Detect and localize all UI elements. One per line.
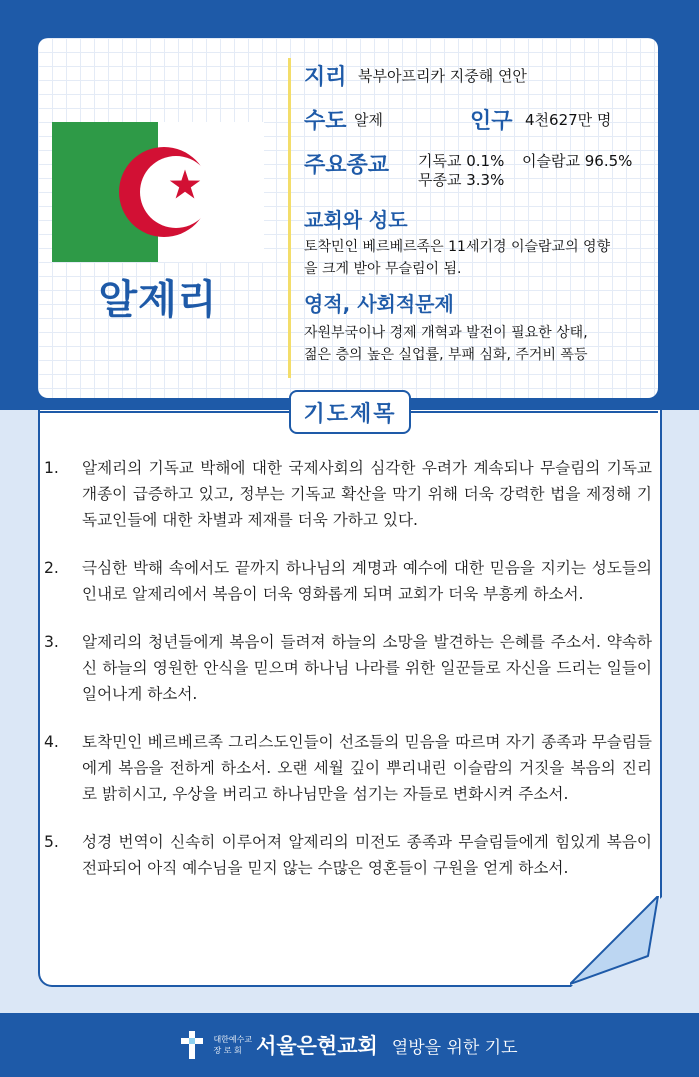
flag-crescent-mask — [140, 156, 212, 228]
yellow-divider — [288, 58, 291, 378]
prayer-title: 기도제목 — [289, 390, 411, 434]
religion-none: 무종교 3.3% — [418, 171, 505, 189]
page-fold-corner — [570, 896, 660, 986]
algeria-flag — [52, 122, 264, 262]
prayer-number: 3. — [44, 633, 59, 651]
org-small-bottom: 장 로 회 — [213, 1046, 242, 1055]
title-line-right — [407, 411, 658, 413]
church-text-line2: 을 크게 받아 무슬림이 됨. — [304, 261, 462, 277]
geography-label: 지리 — [304, 65, 347, 90]
population-value: 4천627만 명 — [525, 111, 612, 129]
issues-text-line2: 젊은 층의 높은 실업률, 부패 심화, 주거비 폭등 — [304, 347, 588, 363]
prayer-text: 극심한 박해 속에서도 끝까지 하나님의 계명과 예수에 대한 믿음을 지키는 성도들의 인내로 알제리에서 복음이 더욱 영화롭게 되며 교회가 더욱 부흥케 하소서. — [82, 559, 652, 603]
prayer-item — [44, 829, 658, 881]
prayer-text: 성경 번역이 신속히 이루어져 알제리의 미전도 종족과 무슬림들에게 힘있게 복음이 전파되어 아직 예수님을 믿지 않는 수많은 영혼들이 구원을 얻게 하소서. — [82, 833, 652, 877]
prayer-item — [44, 729, 658, 807]
church-text-line1: 토착민인 베르베르족은 11세기경 이슬람교의 영향 — [304, 239, 611, 255]
footer-slogan: 열방을 위한 기도 — [391, 1037, 518, 1058]
cross-icon — [181, 1031, 203, 1059]
prayer-text: 알제리의 청년들에게 복음이 들려져 하늘의 소망을 발견하는 은혜를 주소서. 약속하신 하늘의 영원한 안식을 믿으며 하나님 나라를 위한 일꾼들로 자신을 드리는 일들이 일어나게 하소서. — [82, 633, 652, 703]
prayer-item — [44, 555, 658, 607]
prayer-number: 2. — [44, 559, 59, 577]
prayer-list — [44, 455, 658, 903]
religion-islam: 이슬람교 96.5% — [522, 152, 633, 170]
prayer-number: 1. — [44, 459, 59, 477]
title-line-left — [40, 411, 289, 413]
church-name: 서울은현교회 — [256, 1034, 378, 1058]
prayer-text: 알제리의 기독교 박해에 대한 국제사회의 심각한 우려가 계속되나 무슬림의 기독교 개종이 급증하고 있고, 정부는 기독교 확산을 막기 위해 더욱 강력한 법을 제정해 기독교인들에 대한 차별과 제재를 더욱 가하고 있다. — [82, 459, 652, 529]
religion-label: 주요종교 — [304, 153, 390, 178]
org-small-text — [213, 1034, 252, 1056]
prayer-item — [44, 629, 658, 707]
prayer-text: 토착민인 베르베르족 그리스도인들이 선조들의 믿음을 따르며 자기 종족과 무슬림들에게 복음을 전하게 하소서. 오랜 세월 깊이 뿌리내린 이슬람의 거짓을 복음의 진리로 밝히시고, 우상을 버리고 하나님만을 섬기는 자들로 변화시켜 주소서. — [82, 733, 652, 803]
issues-label: 영적, 사회적문제 — [304, 292, 454, 316]
church-label: 교회와 성도 — [304, 208, 408, 232]
capital-value: 알제 — [354, 111, 383, 129]
country-name: 알제리 — [98, 277, 218, 323]
religion-christian: 기독교 0.1% — [418, 152, 505, 170]
prayer-number: 5. — [44, 833, 59, 851]
capital-label: 수도 — [304, 109, 347, 134]
org-small-top: 대한예수교 — [213, 1035, 253, 1044]
issues-text-line1: 자원부국이나 경제 개혁과 발전이 필요한 상태, — [304, 325, 588, 341]
prayer-number: 4. — [44, 733, 59, 751]
footer — [0, 1013, 699, 1077]
prayer-item — [44, 455, 658, 533]
country-info-card — [38, 38, 658, 398]
geography-value: 북부아프리카 지중해 연안 — [358, 67, 527, 85]
population-label: 인구 — [470, 109, 513, 134]
